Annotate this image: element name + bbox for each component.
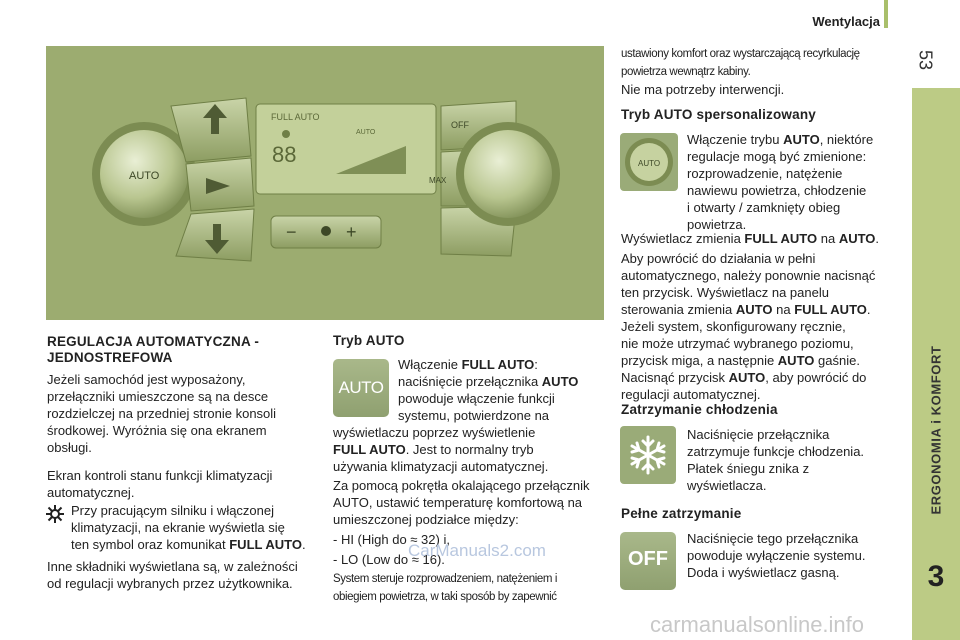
- stop-cooling-text: [687, 426, 907, 494]
- text-line: regulacje mogą być zmienione:: [687, 149, 867, 164]
- system-paragraph: [333, 570, 613, 606]
- list-item: - HI (High do ≈ 32) i,: [333, 532, 450, 547]
- text-line: powietrza wewnątrz kabiny.: [621, 66, 751, 78]
- svg-text:+: +: [346, 222, 357, 242]
- text-span: , aby powrócić do: [765, 370, 867, 385]
- text-bold: FULL AUTO: [333, 442, 406, 457]
- page-number: [910, 40, 940, 80]
- text-line: przełączniki umieszczone są na desce: [47, 389, 269, 404]
- text-span: Wyświetlacz zmienia: [621, 231, 745, 246]
- text-line: Za pomocą pokrętła okalającego przełącznik: [333, 478, 590, 493]
- heading-line: JEDNOSTREFOWA: [47, 350, 173, 365]
- temperature-paragraph: [333, 477, 613, 528]
- display-auto: AUTO: [356, 129, 376, 136]
- return-auto-text: [621, 250, 906, 318]
- text-bold: FULL AUTO: [461, 357, 535, 372]
- heading-full-stop: Pełne zatrzymanie: [621, 506, 742, 521]
- panel-auto-label: AUTO: [129, 170, 160, 182]
- text-bold: AUTO: [728, 370, 766, 385]
- text-span: .: [866, 302, 871, 317]
- text-line: automatycznego, należy ponownie nacisnąć: [621, 268, 876, 283]
- list-item: - LO (Low do ≈ 16).: [333, 552, 445, 567]
- manual-config-text: [621, 318, 906, 403]
- chapter-number: 3: [927, 560, 945, 593]
- text-line: obiegiem powietrza, w taki sposób by zapewnić: [333, 591, 557, 603]
- text-span: .: [301, 537, 306, 552]
- text-line: umieszczonej podziałce między:: [333, 512, 519, 527]
- text-line: Płatek śniegu znika z: [687, 461, 810, 476]
- text-line: [398, 373, 598, 390]
- text-span: , niektóre: [819, 132, 874, 147]
- text-bold: AUTO: [541, 374, 579, 389]
- text-line: systemu, potwierdzone na: [398, 408, 550, 423]
- text-bold: FULL AUTO: [229, 537, 302, 552]
- paragraph-intro: [47, 371, 327, 456]
- paragraph-screen: [47, 467, 327, 501]
- text-line: Inne składniki wyświetlana są, w zależności: [47, 559, 298, 574]
- text-span: Włączenie trybu: [687, 132, 784, 147]
- text-span: przycisk miga, a następnie: [621, 353, 778, 368]
- text-span: Nacisnąć przycisk: [621, 370, 729, 385]
- text-line: obsługi.: [47, 440, 92, 455]
- no-intervention-text: Nie ma potrzeby interwencji.: [621, 82, 785, 97]
- display-temperature: 88: [272, 142, 297, 167]
- text-line: ten przycisk. Wyświetlacz na panelu: [621, 285, 829, 300]
- text-span: naciśnięcie przełącznika: [398, 374, 542, 389]
- text-line: [687, 131, 907, 148]
- heading-auto-mode: Tryb AUTO: [333, 333, 405, 348]
- text-line: rozdzielczej na przedniej stronie konsoli: [47, 406, 277, 421]
- display-full-auto: FULL AUTO: [271, 112, 320, 122]
- text-bold: AUTO: [838, 231, 876, 246]
- text-bold: FULL AUTO: [744, 231, 818, 246]
- text-line: regulacji automatycznej.: [621, 387, 761, 402]
- fan-icon: [44, 503, 66, 525]
- paragraph-other: [47, 558, 327, 592]
- text-line: środkowej. Wyróżnia się ona ekranem: [47, 423, 267, 438]
- text-line: wyświetlacza.: [687, 478, 767, 493]
- text-line: powoduje wyłączenie systemu.: [687, 548, 866, 563]
- text-line: automatycznej.: [47, 485, 135, 500]
- svg-text:−: −: [286, 222, 297, 242]
- text-bold: AUTO: [777, 353, 815, 368]
- text-span: :: [534, 357, 538, 372]
- text-span: .: [875, 231, 880, 246]
- text-bold: AUTO: [735, 302, 773, 317]
- text-line: od regulacji wybranych przez użytkownika.: [47, 576, 293, 591]
- text-line: używania klimatyzacji automatycznej.: [333, 459, 549, 474]
- text-bold: FULL AUTO: [794, 302, 867, 317]
- text-line: Naciśnięcie przełącznika: [687, 427, 830, 442]
- text-line: nie może utrzymać wybranego poziomu,: [621, 336, 854, 351]
- text-bold: AUTO: [783, 132, 820, 147]
- text-line: zatrzymuje funkcje chłodzenia.: [687, 444, 865, 459]
- fan-note: [71, 502, 331, 553]
- watermark-footer: carmanualsonline.info: [650, 612, 865, 637]
- text-span: Włączenie: [398, 357, 462, 372]
- watermark-carmanuals: CarManuals2.com: [408, 541, 546, 560]
- text-span: sterowania zmienia: [621, 302, 736, 317]
- auto-description: [333, 424, 613, 475]
- snowflake-icon: [620, 426, 676, 484]
- off-button-icon: [620, 532, 676, 590]
- section-title: Wentylacja: [812, 14, 880, 29]
- heading-auto-regulation: [47, 334, 317, 366]
- text-line: Przy pracującym silniku i włączonej: [71, 503, 275, 518]
- text-line: Ekran kontroli stanu funkcji klimatyzacji: [47, 468, 273, 483]
- off-icon-label: OFF: [628, 548, 668, 570]
- heading-line: REGULACJA AUTOMATYCZNA -: [47, 334, 260, 349]
- text-line: wyświetlaczu poprzez wyświetlenie: [333, 425, 536, 440]
- text-line: AUTO, ustawić temperaturę komfortową na: [333, 495, 583, 510]
- text-line: [621, 369, 906, 386]
- text-line: nawiewu powietrza, chłodzenie: [687, 183, 867, 198]
- text-line: powietrza.: [687, 217, 747, 232]
- snowflake-illustration: [620, 426, 676, 484]
- text-line: [71, 536, 331, 553]
- personalized-text: [687, 131, 907, 233]
- page-number-label: 53: [915, 49, 936, 71]
- auto-knob-illustration: [620, 133, 678, 191]
- heading-personalized-auto: Tryb AUTO spersonalizowany: [621, 107, 816, 122]
- panel-max-label: MAX: [429, 176, 447, 185]
- auto-knob-icon: [620, 133, 678, 191]
- chapter-title-label: ERGONOMIA i KOMFORT: [928, 345, 944, 515]
- text-line: powoduje włączenie funkcji: [398, 391, 555, 406]
- text-line: Jeżeli system, skonfigurowany ręcznie,: [621, 319, 846, 334]
- display-change-text: [621, 230, 906, 247]
- full-stop-text: [687, 530, 907, 581]
- text-line: Naciśnięcie tego przełącznika: [687, 531, 859, 546]
- chapter-title: [912, 330, 960, 530]
- text-line: i otwarty / zamknięty obieg: [687, 200, 841, 215]
- climate-panel-illustration: [46, 46, 604, 320]
- panel-off-label: OFF: [451, 120, 469, 130]
- text-line: [333, 441, 613, 458]
- text-line: Aby powrócić do działania w pełni: [621, 251, 816, 266]
- text-span: na: [772, 302, 795, 317]
- text-line: Jeżeli samochód jest wyposażony,: [47, 372, 246, 387]
- text-span: gaśnie.: [814, 353, 860, 368]
- auto-button-icon: [333, 359, 389, 417]
- text-span: ten symbol oraz komunikat: [71, 537, 230, 552]
- auto-intro: [398, 356, 598, 424]
- heading-stop-cooling: Zatrzymanie chłodzenia: [621, 402, 778, 417]
- text-line: [621, 301, 906, 318]
- text-line: [398, 356, 598, 373]
- text-span: na: [817, 231, 839, 246]
- text-line: System steruje rozprowadzeniem, natężeniem i: [333, 573, 558, 585]
- text-line: Doda i wyświetlacz gasną.: [687, 565, 840, 580]
- auto-icon-label: AUTO: [338, 378, 384, 397]
- text-line: [621, 352, 906, 369]
- auto-knob-label: AUTO: [638, 159, 661, 168]
- climate-panel-photo: [46, 46, 604, 320]
- header-accent-bar: [884, 0, 888, 28]
- text-line: ustawiony komfort oraz wystarczającą recyrkulację: [621, 48, 860, 60]
- continuation-text: [621, 45, 901, 81]
- text-span: . Jest to normalny tryb: [405, 442, 534, 457]
- text-line: klimatyzacji, na ekranie wyświetla się: [71, 520, 285, 535]
- text-line: rozprowadzenie, natężenie: [687, 166, 843, 181]
